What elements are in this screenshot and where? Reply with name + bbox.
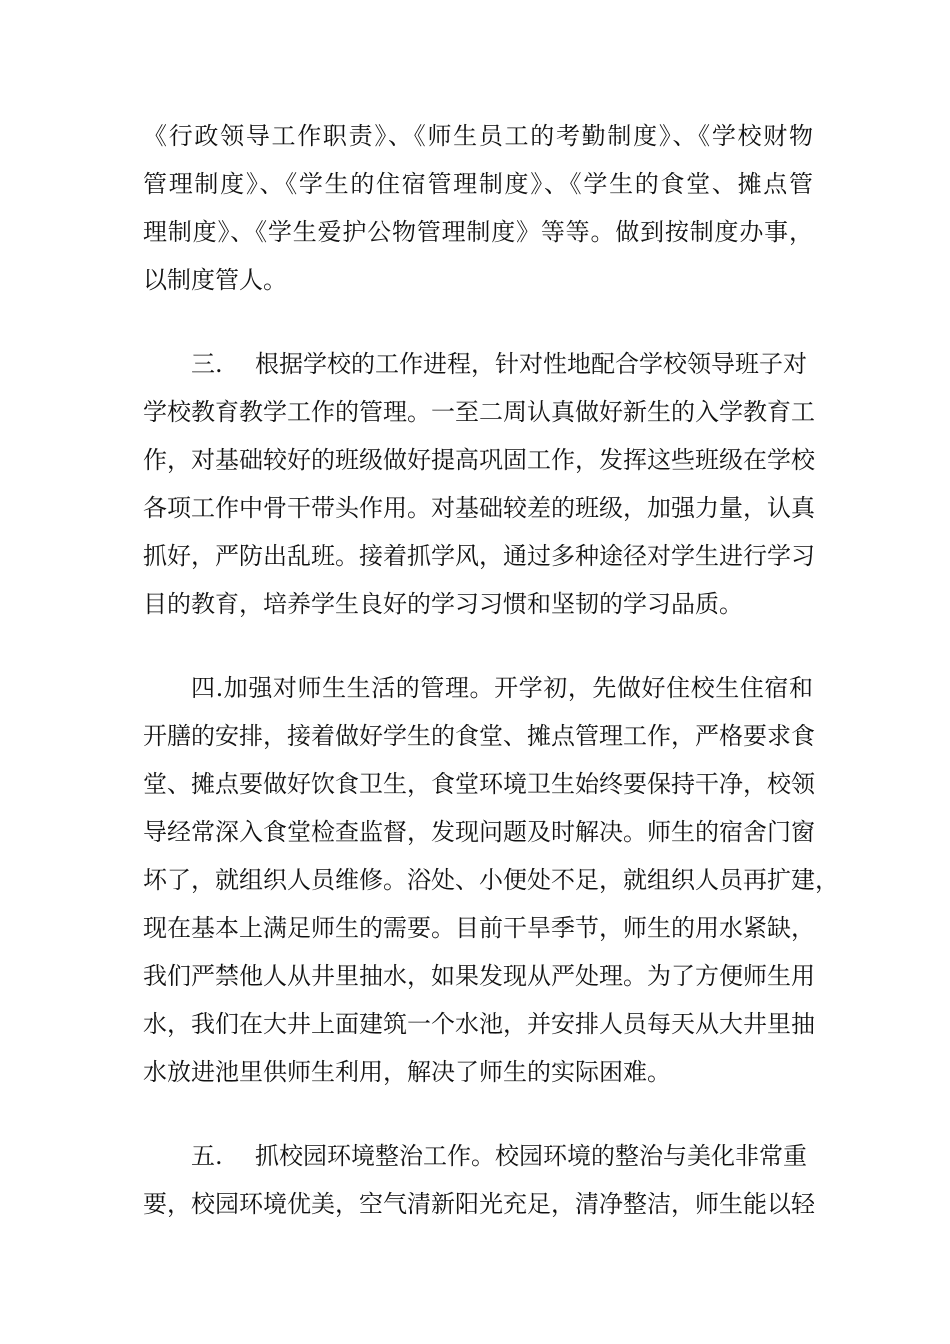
text-line: 目的教育，培养学生良好的学习习惯和坚韧的学习品质。 [143,590,743,618]
text-line [143,1132,813,1180]
paragraph-section-four [143,664,839,1096]
first-line-text: 抓校园环境整治工作。校园环境的整治与美化非常重 [255,1142,807,1170]
text-line: 开膳的安排，接着做好学生的食堂、摊点管理工作，严格要求食 [143,722,815,750]
text-line: 导经常深入食堂检查监督，发现问题及时解决。师生的宿舍门窗 [143,818,815,846]
text-line: 我们严禁他人从井里抽水，如果发现从严处理。为了方便师生用 [143,962,815,990]
text-line: 《行政领导工作职责》、《师生员工的考勤制度》、《学校财物 [143,122,813,150]
paragraph-regulations-list [143,112,813,304]
text-line: 理制度》、《学生爱护公物管理制度》等等。做到按制度办事， [143,218,813,246]
text-line: 四.加强对师生生活的管理。开学初，先做好住校生住宿和 [191,674,813,702]
text-line: 抓好，严防出乱班。接着抓学风，通过多种途径对学生进行学习 [143,542,815,570]
section-number: 三. [191,350,223,378]
text-line: 学校教育教学工作的管理。一至二周认真做好新生的入学教育工 [143,398,815,426]
text-line: 要，校园环境优美，空气清新阳光充足，清净整洁，师生能以轻 [143,1190,815,1218]
body-text [143,112,839,1228]
paragraph-section-five [143,1132,813,1228]
text-line: 各项工作中骨干带头作用。对基础较差的班级，加强力量，认真 [143,494,815,522]
text-line: 管理制度》、《学生的住宿管理制度》、《学生的食堂、摊点管 [143,170,813,198]
text-line: 水，我们在大井上面建筑一个水池，并安排人员每天从大井里抽 [143,1010,815,1038]
paragraph-gap [143,304,813,340]
text-line: 作，对基础较好的班级做好提高巩固工作，发挥这些班级在学校 [143,446,815,474]
text-line: 以制度管人。 [143,266,287,294]
text-line: 现在基本上满足师生的需要。目前干旱季节，师生的用水紧缺， [143,914,815,942]
text-line: 水放进池里供师生利用，解决了师生的实际困难。 [143,1058,671,1086]
paragraph-section-three [143,340,813,628]
paragraph-gap [143,1096,813,1132]
first-line-text: 根据学校的工作进程，针对性地配合学校领导班子对 [255,350,807,378]
text-line [143,340,813,388]
text-line: 堂、摊点要做好饮食卫生，食堂环境卫生始终要保持干净，校领 [143,770,815,798]
section-number: 五. [191,1142,223,1170]
text-line: 坏了，就组织人员维修。浴处、小便处不足，就组织人员再扩建， [143,866,839,894]
paragraph-gap [143,628,813,664]
